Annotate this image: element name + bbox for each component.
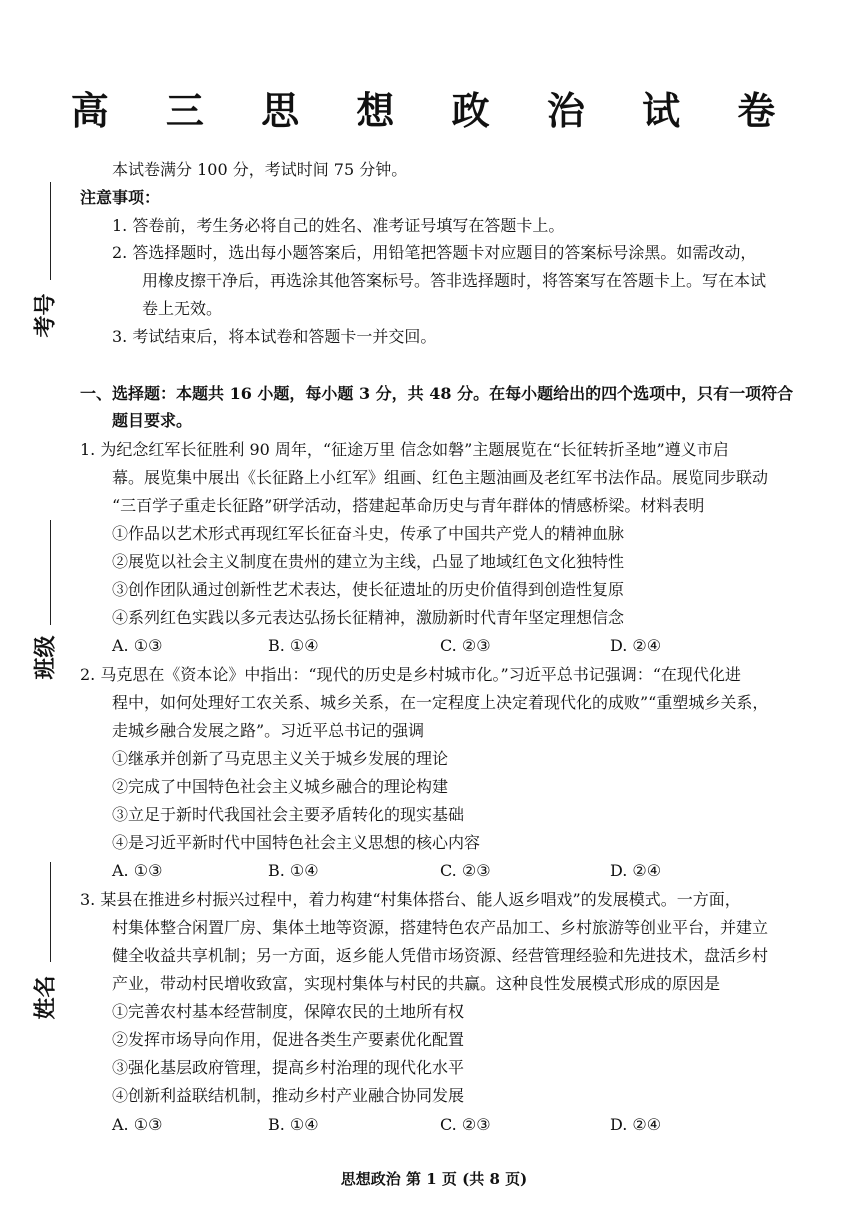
q3-statement-4: ④创新利益联结机制，推动乡村产业融合协同发展 — [112, 1086, 465, 1105]
q2-option-b: B. ①④ — [268, 861, 319, 880]
q1-stem-line-1: 1. 为纪念红军长征胜利 90 周年，“征途万里 信念如磐”主题展览在“长征转折圣地”遵义市启 — [80, 440, 729, 459]
exam-no-line — [50, 182, 51, 280]
notice-item-2: 2. 答选择题时，选出每小题答案后，用铅笔把答题卡对应题目的答案标号涂黑。如需改动， — [112, 243, 757, 262]
exam-intro: 本试卷满分 100 分，考试时间 75 分钟。 — [112, 160, 408, 179]
q3-option-a: A. ①③ — [112, 1115, 163, 1134]
q3-statement-2: ②发挥市场导向作用，促进各类生产要素优化配置 — [112, 1030, 465, 1049]
page-footer: 思想政治 第 1 页 (共 8 页) — [340, 1170, 528, 1188]
q3-statement-3: ③强化基层政府管理，提高乡村治理的现代化水平 — [112, 1058, 465, 1077]
notice-item-1: 1. 答卷前，考生务必将自己的姓名、准考证号填写在答题卡上。 — [112, 216, 565, 235]
q2-option-c: C. ②③ — [440, 861, 491, 880]
notice-item-3: 3. 考试结束后，将本试卷和答题卡一并交回。 — [112, 327, 437, 346]
section-heading: 一、选择题：本题共 16 小题，每小题 3 分，共 48 分。在每小题给出的四个选项中，只有一项符合 — [80, 384, 794, 403]
notice-item-2-cont2: 卷上无效。 — [142, 299, 223, 318]
q2-statement-1: ①继承并创新了马克思主义关于城乡发展的理论 — [112, 749, 449, 768]
q1-stem-line-2: 幕。展览集中展出《长征路上小红军》组画、红色主题油画及老红军书法作品。展览同步联动 — [112, 468, 769, 487]
q3-stem-line-2: 村集体整合闲置厂房、集体土地等资源，搭建特色农产品加工、乡村旅游等创业平台，并建立 — [112, 918, 769, 937]
q2-option-a: A. ①③ — [112, 861, 163, 880]
q1-option-c: C. ②③ — [440, 636, 491, 655]
q3-stem-line-3: 健全收益共享机制；另一方面，返乡能人凭借市场资源、经营管理经验和先进技术，盘活乡村 — [112, 946, 769, 965]
q1-statement-1: ①作品以艺术形式再现红军长征奋斗史，传承了中国共产党人的精神血脉 — [112, 524, 625, 543]
q1-statement-2: ②展览以社会主义制度在贵州的建立为主线，凸显了地域红色文化独特性 — [112, 552, 625, 571]
exam-title: 高 三 思 想 政 治 试 卷 — [70, 88, 798, 133]
notice-heading: 注意事项： — [80, 188, 161, 207]
q2-stem-line-3: 走城乡融合发展之路”。习近平总书记的强调 — [112, 721, 425, 740]
q3-stem-line-4: 产业，带动村民增收致富，实现村集体与村民的共赢。这种良性发展模式形成的原因是 — [112, 974, 721, 993]
q3-option-c: C. ②③ — [440, 1115, 491, 1134]
q2-stem-line-1: 2. 马克思在《资本论》中指出：“现代的历史是乡村城市化。”习近平总书记强调：“在现代化进 — [80, 665, 741, 684]
q2-statement-3: ③立足于新时代我国社会主要矛盾转化的现实基础 — [112, 805, 465, 824]
q1-option-b: B. ①④ — [268, 636, 319, 655]
q3-statement-1: ①完善农村基本经营制度，保障农民的土地所有权 — [112, 1002, 465, 1021]
q2-stem-line-2: 程中，如何处理好工农关系、城乡关系，在一定程度上决定着现代化的成败”“重塑城乡关系， — [112, 693, 769, 712]
q1-option-a: A. ①③ — [112, 636, 163, 655]
q2-statement-2: ②完成了中国特色社会主义城乡融合的理论构建 — [112, 777, 449, 796]
exam-no-label: 考号 — [32, 293, 59, 338]
q1-option-d: D. ②④ — [610, 636, 662, 655]
class-line — [50, 520, 51, 625]
q1-statement-3: ③创作团队通过创新性艺术表达，使长征遗址的历史价值得到创造性复原 — [112, 580, 625, 599]
q2-statement-4: ④是习近平新时代中国特色社会主义思想的核心内容 — [112, 833, 481, 852]
q3-option-b: B. ①④ — [268, 1115, 319, 1134]
q3-option-d: D. ②④ — [610, 1115, 662, 1134]
q1-stem-line-3: “三百学子重走长征路”研学活动，搭建起革命历史与青年群体的情感桥梁。材料表明 — [112, 496, 705, 515]
q2-option-d: D. ②④ — [610, 861, 662, 880]
name-line — [50, 862, 51, 962]
name-label: 姓名 — [32, 975, 59, 1020]
class-label: 班级 — [32, 635, 59, 680]
q3-stem-line-1: 3. 某县在推进乡村振兴过程中，着力构建“村集体搭台、能人返乡唱戏”的发展模式。一方面， — [80, 890, 741, 909]
notice-item-2-cont: 用橡皮擦干净后，再选涂其他答案标号。答非选择题时，将答案写在答题卡上。写在本试 — [142, 271, 767, 290]
q1-statement-4: ④系列红色实践以多元表达弘扬长征精神，激励新时代青年坚定理想信念 — [112, 608, 625, 627]
section-heading-cont: 题目要求。 — [112, 411, 193, 430]
